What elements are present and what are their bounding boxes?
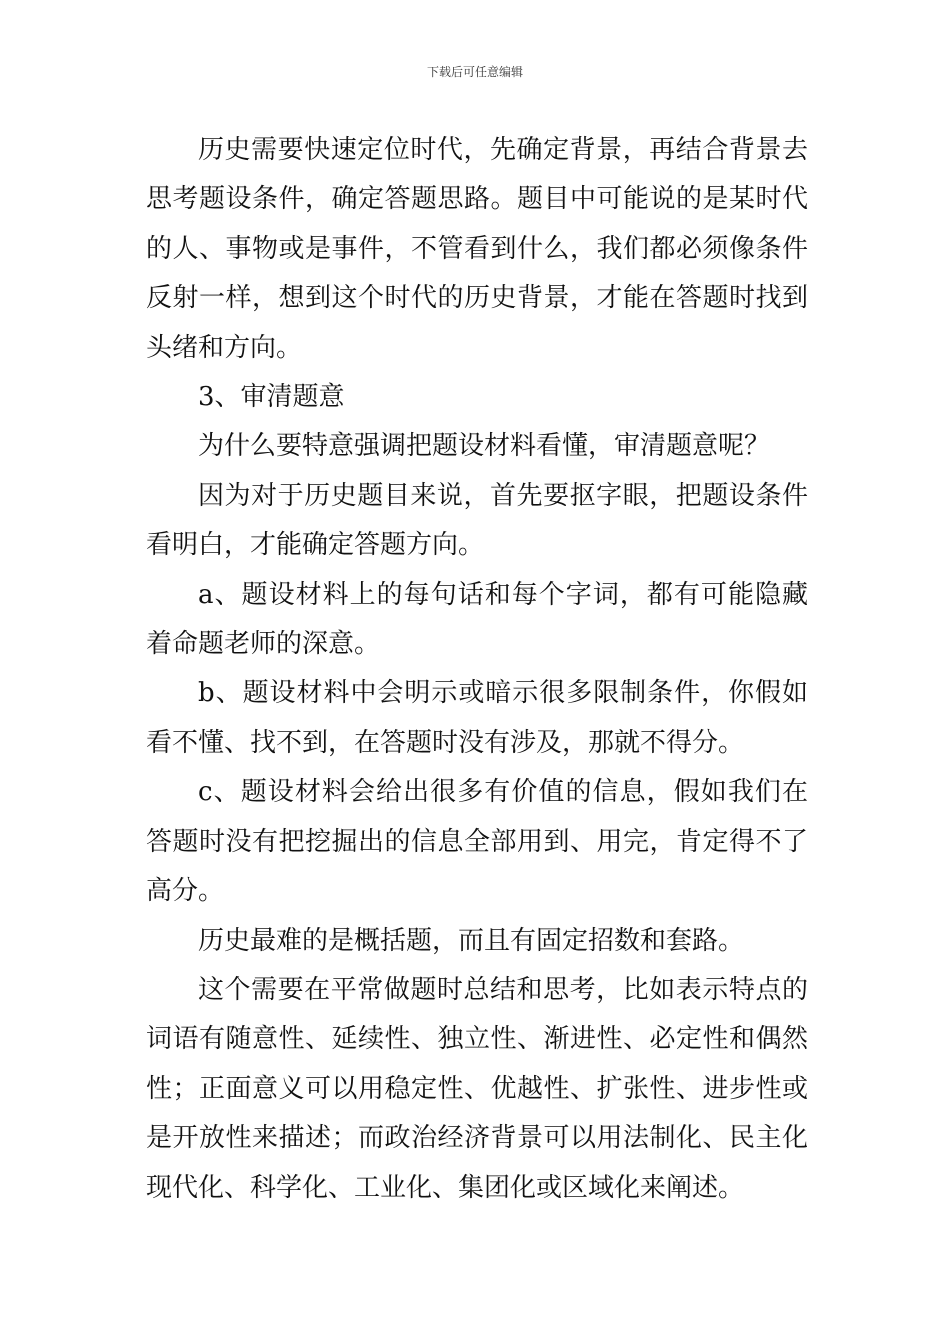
page-header-note: 下载后可任意编辑 xyxy=(426,65,523,79)
paragraph-point-a: a、题设材料上的每句话和每个字词，都有可能隐藏着命题老师的深意。 xyxy=(146,579,808,660)
paragraph-summary-question: 历史最难的是概括题，而且有固定招数和套路。 xyxy=(198,925,745,956)
paragraph-point-b: b、题设材料中会明示或暗示很多限制条件，你假如看不懂、找不到，在答题时没有涉及，那就不得分。 xyxy=(146,678,808,758)
paragraph-question: 为什么要特意强调把题设材料看懂，审清题意呢？ xyxy=(198,431,771,462)
paragraph-point-c: c、题设材料会给出很多有价值的信息，假如我们在答题时没有把挖掘出的信息全部用到、用完，肯定得不了高分。 xyxy=(146,777,808,907)
section-heading-3: 3、审清题意 xyxy=(198,382,345,413)
paragraph-background: 历史需要快速定位时代，先确定背景，再结合背景去思考题设条件，确定答题思路。题目中可能说的是某时代的人、事物或是事件，不管看到什么，我们都必须像条件反射一样，想到这个时代的历史背景，才能在答题时找到头绪和方向。 xyxy=(146,135,808,363)
paragraph-summary-method: 这个需要在平常做题时总结和思考，比如表示特点的词语有随意性、延续性、独立性、渐进性、必定性和偶然性；正面意义可以用稳定性、优越性、扩张性、进步性或是开放性来描述；而政治经济背景可以用法制化、民主化现代化、科学化、工业化、集团化或区域化来阐述。 xyxy=(146,974,808,1203)
document-body xyxy=(146,126,808,1213)
paragraph-reason: 因为对于历史题目来说，首先要抠字眼，把题设条件看明白，才能确定答题方向。 xyxy=(146,480,808,561)
